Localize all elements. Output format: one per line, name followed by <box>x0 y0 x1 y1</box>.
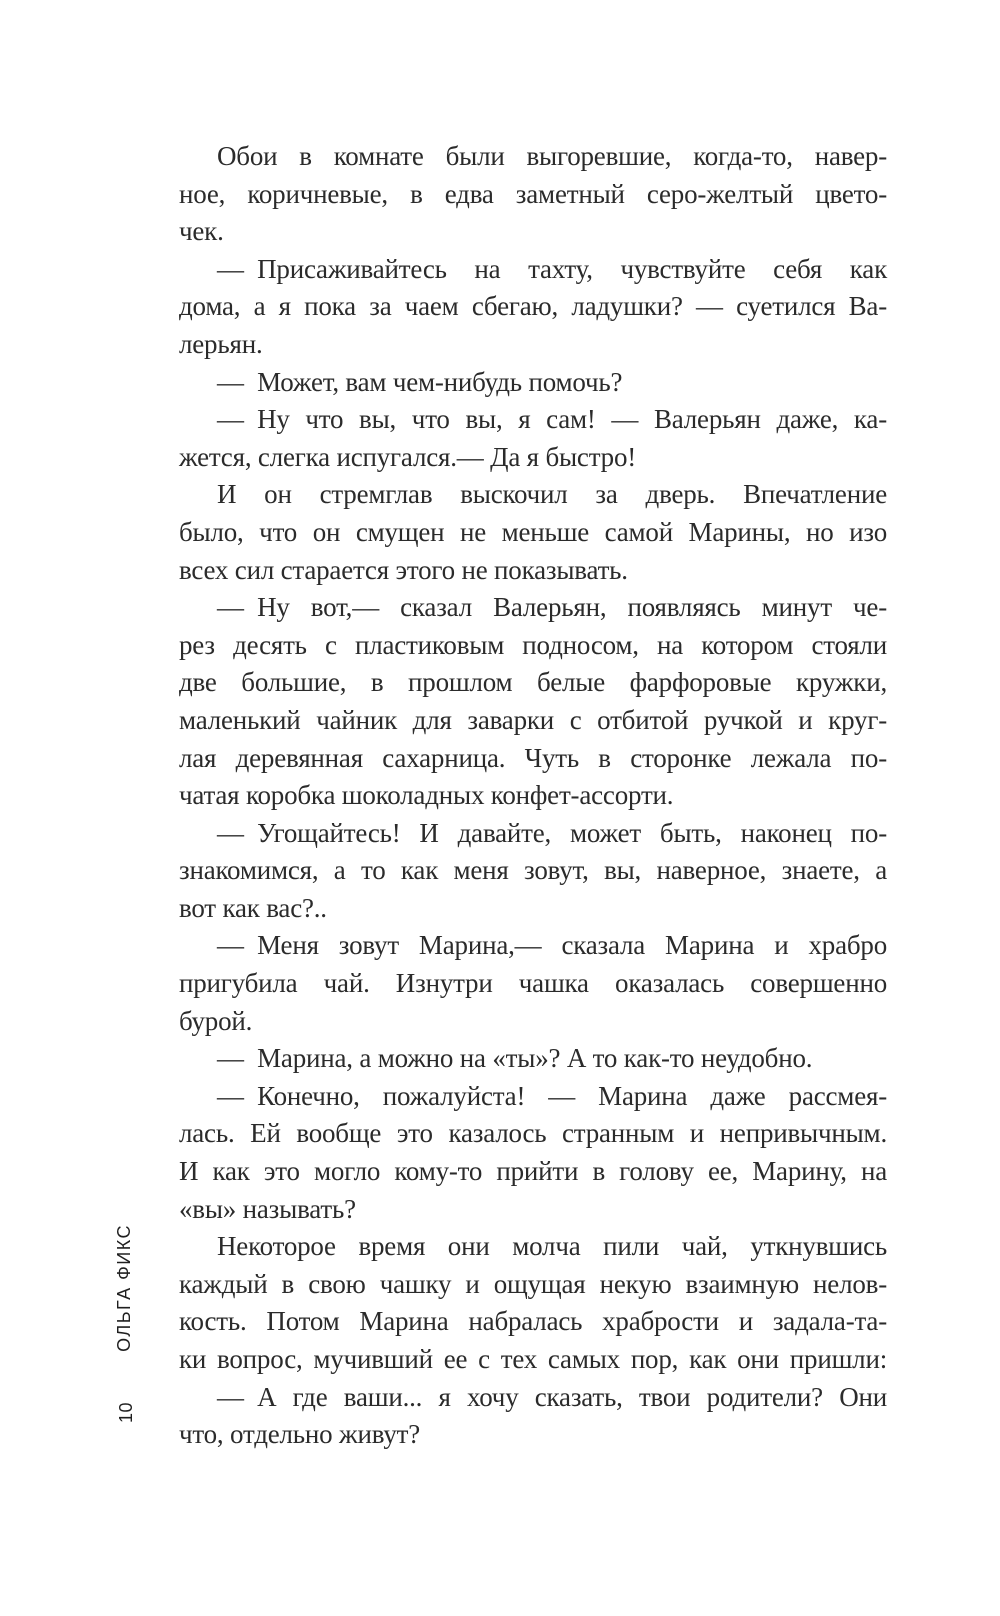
text-line: — А где ваши... я хочу сказать, твои родители? Они <box>217 1381 887 1412</box>
text-line: — Ну что вы, что вы, я сам! — Валерьян даже, ка- <box>217 404 887 435</box>
paragraph <box>179 476 887 589</box>
text-line: лась. Ей вообще это казалось странным и непривычным. <box>179 1118 887 1149</box>
text-line: — Угощайтесь! И давайте, может быть, наконец по- <box>217 817 887 848</box>
paragraph <box>179 364 887 402</box>
text-line: ки вопрос, мучивший ее с тех самых пор, как они пришли: <box>179 1344 887 1374</box>
paragraph <box>179 1379 887 1454</box>
text-line: дома, а я пока за чаем сбегаю, ладушки? — суетился Ва- <box>179 291 887 322</box>
text-line: — Марина, а можно на «ты»? А то как-то неудобно. <box>217 1043 813 1074</box>
paragraph <box>179 927 887 1040</box>
text-line: вот как вас?.. <box>179 892 327 923</box>
text-line: всех сил старается этого не показывать. <box>179 554 628 585</box>
paragraph <box>179 401 887 476</box>
text-line: было, что он смущен не меньше самой Марины, но изо <box>179 516 887 547</box>
paragraph <box>179 138 887 251</box>
text-line: чек. <box>179 216 224 247</box>
text-line: что, отдельно живут? <box>179 1419 421 1450</box>
text-line: маленький чайник для заварки с отбитой ручкой и круг- <box>179 704 887 735</box>
text-line: каждый в свою чашку и ощущая некую взаимную нелов- <box>179 1268 887 1299</box>
text-line: — Присаживайтесь на тахту, чувствуйте себя как <box>217 253 887 284</box>
text-line: — Меня зовут Марина,— сказала Марина и храбро <box>217 930 887 961</box>
text-line: лая деревянная сахарница. Чуть в сторонке лежала по- <box>179 742 887 773</box>
paragraph <box>179 251 887 364</box>
page-text <box>179 138 887 1454</box>
page-number: 10 <box>116 1402 136 1424</box>
text-line: пригубила чай. Изнутри чашка оказалась совершенно <box>179 968 887 999</box>
text-line: — Ну вот,— сказал Валерьян, появляясь минут че- <box>217 592 887 623</box>
text-line: бурой. <box>179 1005 253 1036</box>
text-line: чатая коробка шоколадных конфет-ассорти. <box>179 780 674 811</box>
text-line: рез десять с пластиковым подносом, на котором стояли <box>179 629 887 660</box>
text-line: Обои в комнате были выгоревшие, когда-то, навер- <box>217 141 887 171</box>
text-line: И он стремглав выскочил за дверь. Впечатление <box>217 479 887 510</box>
paragraph <box>179 815 887 928</box>
text-line: две большие, в прошлом белые фарфоровые кружки, <box>179 667 887 698</box>
text-line: лерьян. <box>179 328 263 359</box>
text-line: — Конечно, пожалуйста! — Марина даже рассмея- <box>217 1080 887 1111</box>
text-line: знакомимся, а то как меня зовут, вы, наверное, знаете, а <box>179 855 887 886</box>
text-line: ное, коричневые, в едва заметный серо-желтый цвето- <box>179 178 887 209</box>
paragraph <box>179 589 887 815</box>
text-line: Некоторое время они молча пили чай, уткнувшись <box>217 1231 887 1262</box>
paragraph <box>179 1078 887 1228</box>
text-line: «вы» называть? <box>179 1193 356 1224</box>
paragraph <box>179 1228 887 1378</box>
text-line: кость. Потом Марина набралась храбрости и задала-та- <box>179 1306 887 1337</box>
text-line: И как это могло кому-то прийти в голову ее, Марину, на <box>179 1156 887 1187</box>
author-name-vertical: ОЛЬГА ФИКС <box>114 1224 134 1352</box>
text-line: — Может, вам чем-нибудь помочь? <box>217 366 623 397</box>
paragraph <box>179 1040 887 1078</box>
text-line: жется, слегка испугался.— Да я быстро! <box>179 441 637 472</box>
